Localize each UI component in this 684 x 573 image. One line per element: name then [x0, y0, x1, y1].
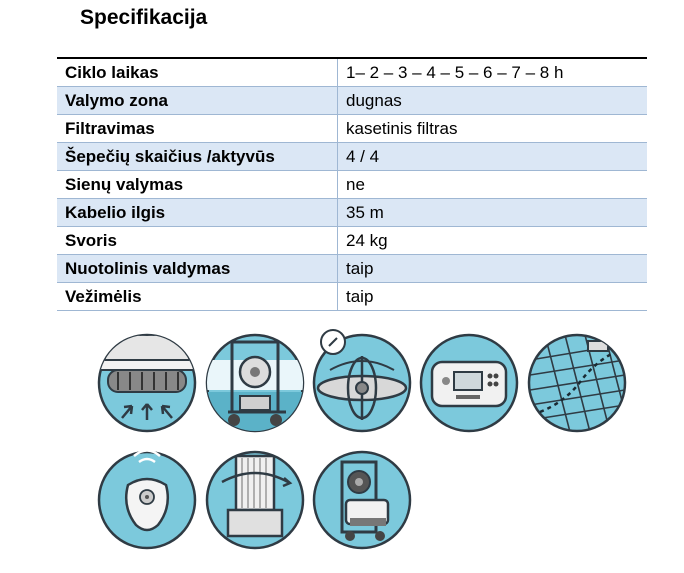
spec-value: dugnas [338, 87, 648, 115]
spec-label: Kabelio ilgis [57, 199, 338, 227]
spec-label: Valymo zona [57, 87, 338, 115]
spec-label: Vežimėlis [57, 283, 338, 311]
spec-value: 1– 2 – 3 – 4 – 5 – 6 – 7 – 8 h [346, 62, 564, 82]
gyroscope-navigation-icon [314, 330, 410, 431]
spec-label: Svoris [57, 227, 338, 255]
spec-label: Nuotolinis valdymas [57, 255, 338, 283]
spec-value: taip [338, 255, 648, 283]
brushes-icon [99, 335, 195, 431]
spec-label: Sienų valymas [57, 171, 338, 199]
spec-value: taip [346, 286, 374, 306]
spec-label: Šepečių skaičius /aktyvūs [57, 143, 338, 171]
page-title: Specifikacija [80, 6, 208, 29]
control-unit-icon [421, 335, 517, 431]
spec-value: ne [346, 174, 365, 194]
spec-label: Ciklo laikas [57, 58, 338, 87]
spec-label: Filtravimas [57, 115, 338, 143]
spec-value: 24 kg [346, 230, 388, 250]
robot-on-caddy-icon [314, 452, 410, 548]
filter-cartridge-icon [207, 452, 303, 548]
caddy-cart-icon [205, 335, 305, 432]
spec-value: kasetinis filtras [346, 118, 458, 138]
remote-control-icon [99, 451, 195, 549]
pool-floor-cleaning-icon [529, 335, 630, 432]
spec-value: 35 m [338, 199, 648, 227]
spec-value: 4 / 4 [338, 143, 648, 171]
